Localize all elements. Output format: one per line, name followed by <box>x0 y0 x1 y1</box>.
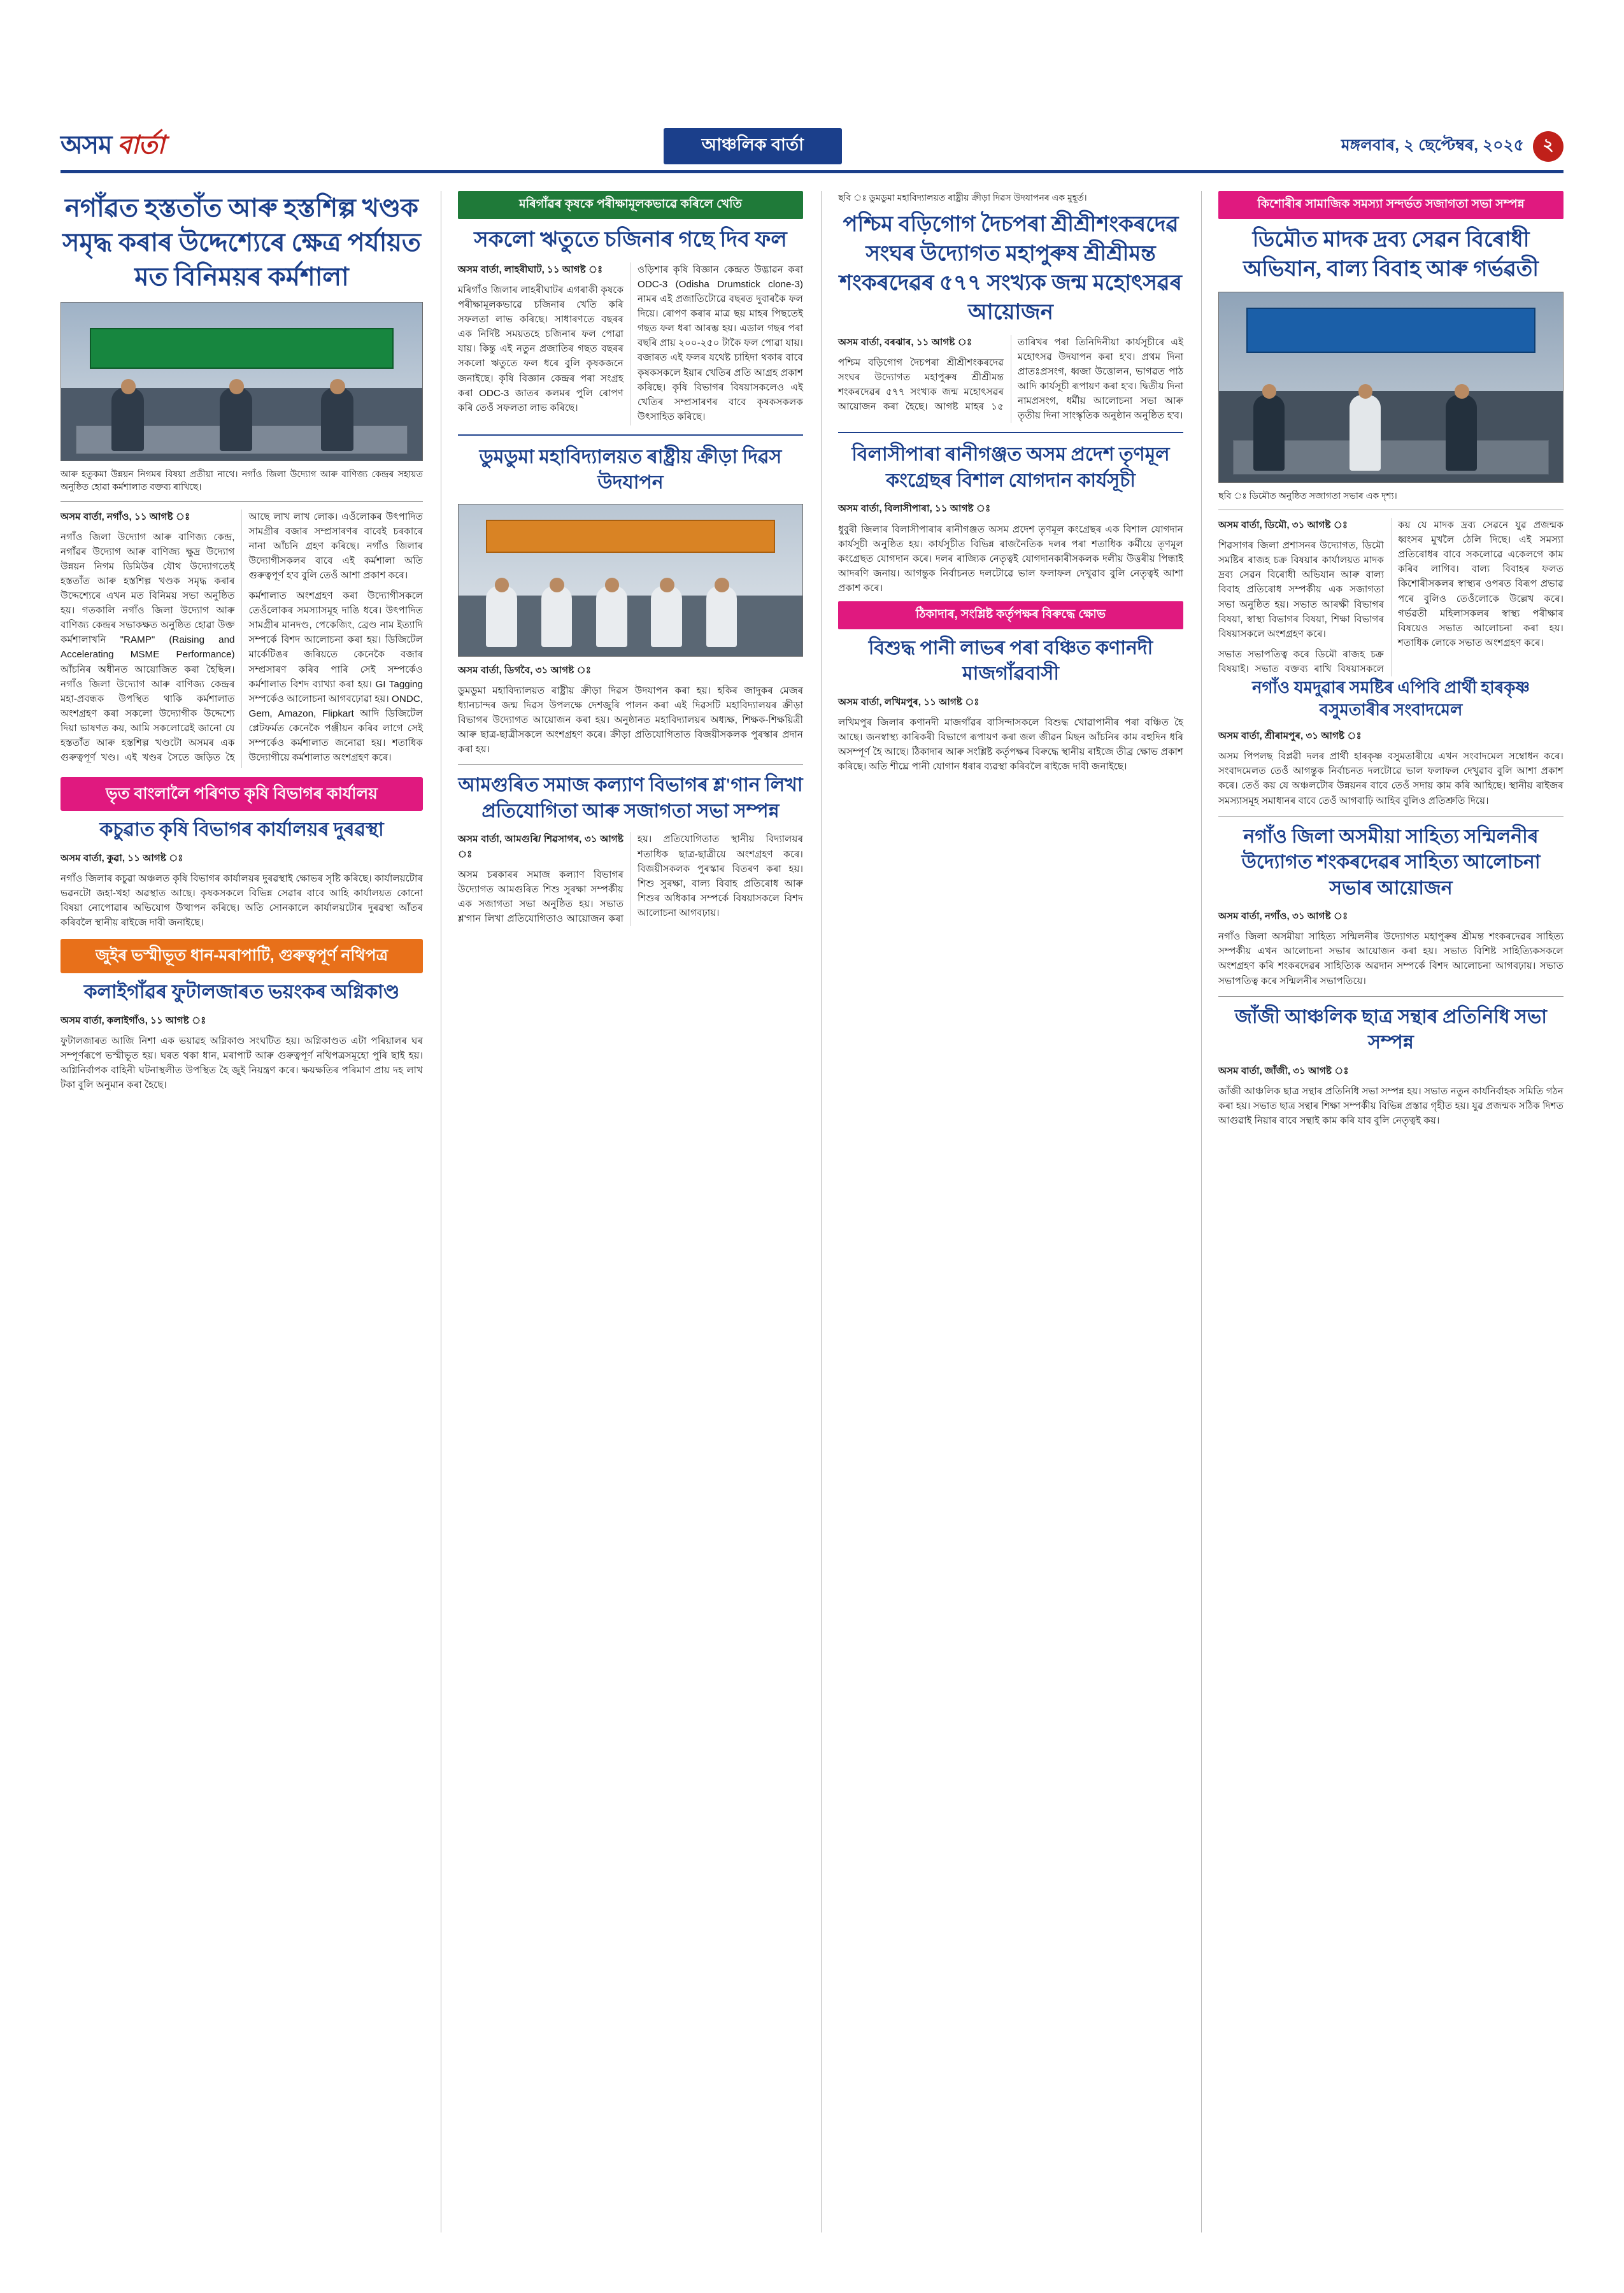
dateline: অসম বাৰ্তা, কলাইগাঁও, ১১ আগষ্ট ঃ <box>61 1015 206 1026</box>
column-3 <box>821 191 1183 2232</box>
article-paragraph: পশ্চিম বড়িগোগ দৈচপৰা শ্ৰীশ্ৰীশংকৰদেৱ সংঘৰ উদ্যোগত মহাপুৰুষ শ্ৰীশ্ৰীমন্ত শংকৰদেৱৰ ৫৭৭ সংখ্যক জন্ম মহোৎসৱৰ আয়োজন কৰা হৈছে। আগষ্ট মাহৰ ১৫ তাৰিখৰ পৰা তিনিদিনীয়া কাৰ্যসূচীৰে এই মহোৎসৱ উদযাপন কৰা হ'ব। প্ৰথম দিনা প্ৰাতঃপ্ৰসংগ, ধ্বজা উত্তোলন, ভাগৱত পাঠ আদি কাৰ্যসূচী ৰূপায়ণ কৰা হ'ব। দ্বিতীয় দিনা নামপ্ৰসংগ, ধৰ্মীয় আলোচনা সভা আৰু তৃতীয় দিনা সাংস্কৃতিক অনুষ্ঠান অনুষ্ঠিত হ'ব। <box>838 336 1183 422</box>
lead-headline: নগাঁৱত হস্ততাঁত আৰু হস্তশিল্প খণ্ডক সমৃদ্ধ কৰাৰ উদ্দেশ্যেৰে ক্ষেত্ৰ পৰ্যায়ত মত বিনিময়ৰ কৰ্মশালা <box>62 194 421 291</box>
col4-sub1-body <box>1218 729 1563 808</box>
column-1 <box>61 191 423 2232</box>
col3-sub-body <box>838 501 1183 596</box>
dateline: অসম বাৰ্তা, কুৱা, ১১ আগষ্ট ঃ <box>61 852 183 864</box>
col2-kicker: মৰিগাঁৱৰ কৃষকে পৰীক্ষামূলকভাৱে কৰিলে খেতি <box>458 191 803 219</box>
dateline: অসম বাৰ্তা, বৰঝাৰ, ১১ আগষ্ট ঃ <box>838 336 972 348</box>
masthead <box>61 127 1563 173</box>
box1-headline: কচুৱাত কৃষি বিভাগৰ কাৰ্যালয়ৰ দুৰৱস্থা <box>99 819 384 841</box>
col4-article-body <box>1218 518 1563 676</box>
article-paragraph: মৰিগাঁও জিলাৰ লাহৰীঘাটৰ এগৰাকী কৃষকে পৰীক্ষামূলকভাৱে চজিনাৰ খেতি কৰি সফলতা লাভ কৰিছে। সাধাৰণতে বছৰৰ এক নিৰ্দিষ্ট সময়তহে চজিনাৰ ফল পোৱা যায়। কিন্তু এই নতুন প্ৰজাতিৰ গছত বছৰৰ সকলো ঋতুতে ফল ধৰে বুলি কৃষকজনে জনাইছে। কৃষি বিজ্ঞান কেন্দ্ৰৰ পৰা সংগ্ৰহ কৰা ODC-3 জাতৰ কলমৰ পুলি ৰোপণ কৰি তেওঁ সফলতা লাভ কৰিছে। <box>458 284 623 413</box>
photo-caption: আৰু হতুকমা উন্নয়ন নিগমৰ বিষয়া প্ৰতীয়া নাথে। নগাঁও জিলা উদ্যোগ আৰু বাণিজ্য কেন্দ্ৰৰ সহায়ত অনুষ্ঠিত হোৱা কৰ্মশালাত বক্তব্য ৰাখিছে। <box>61 469 423 492</box>
article-paragraph: নগাঁও জিলা উদ্যোগ আৰু বাণিজ্য কেন্দ্ৰ, নগাঁৱৰ উদ্যোগ আৰু বাণিজ্য ক্ষুদ্ৰ উদ্যোগ উন্নয়ন নিগম ডিমিউৰ যৌথ উদ্যোগতেই হস্ততাঁত আৰু হস্তশিল্প খণ্ডক সমৃদ্ধ কৰাৰ উদ্দেশ্যেৰে এখন মত বিনিময় সভা অনুষ্ঠিত হয়। গতকালি নগাঁও জিলা উদ্যোগ আৰু বাণিজ্য কেন্দ্ৰৰ সভাকক্ষত অনুষ্ঠিত হোৱা উক্ত কৰ্মশালাখনি "RAMP" (Raising and Accelerating MSME Performance) আঁচনিৰ অধীনত আয়োজিত কৰা হৈছিল। নগাঁও জিলা উদ্যোগ আৰু বাণিজ্য কেন্দ্ৰৰ মহা-প্ৰবন্ধক উপস্থিত থাকি কৰ্মশালাত অংশগ্ৰহণ কৰা সকলো উদ্যোগীক উদ্দেশ্যে দিয়া ভাষণত কয়, আমি সকলোৱেই জানো যে হস্ততাঁত আৰু হস্তশিল্প খণ্ডটো অসমৰ এক গুৰুত্বপূৰ্ণ খণ্ড। এই খণ্ডৰ সৈতে জড়িত হৈ আছে লাখ লাখ লোক। এওঁলোকৰ উৎপাদিত সামগ্ৰীৰ বজাৰ সম্প্ৰসাৰণৰ বাবেই চৰকাৰে নানা আঁচনি গ্ৰহণ কৰিছে। নগাঁও জিলাৰ উদ্যোগীসকলৰ বাবে এই কৰ্মশালা অতি গুৰুত্বপূৰ্ণ হ'ব বুলি তেওঁ আশা প্ৰকাশ কৰে। <box>61 511 423 764</box>
article-photo-awareness-meeting <box>1218 292 1563 483</box>
dateline: অসম বাৰ্তা, লখিমপুৰ, ১১ আগষ্ট ঃ <box>838 696 979 708</box>
dateline: অসম বাৰ্তা, বিলাসীপাৰা, ১১ আগষ্ট ঃ <box>838 503 991 515</box>
box2-body <box>61 1013 423 1092</box>
col3-pink-body <box>838 695 1183 774</box>
col4-sub2-headline: নগাঁও জিলা অসমীয়া সাহিত্য সন্মিলনীৰ উদ্যোগত শংকৰদেৱৰ সাহিত্য আলোচনা সভাৰ আয়োজন <box>1241 825 1541 899</box>
box1-kicker: ভৃত বাংলালৈ পৰিণত কৃষি বিভাগৰ কাৰ্যালয় <box>61 777 423 811</box>
col3-pink-kicker: ঠিকাদাৰ, সংশ্লিষ্ট কৰ্তৃপক্ষৰ বিৰুদ্ধে ক্ষোভ <box>838 601 1183 629</box>
col2-sub-headline: ডুমডুমা মহাবিদ্যালয়ত ৰাষ্ট্ৰীয় ক্ৰীড়া দিৱস উদযাপন <box>479 446 782 494</box>
col3-article-body <box>838 335 1183 424</box>
col4-sub3-body <box>1218 1064 1563 1128</box>
dateline: অসম বাৰ্তা, নগাঁও, ১১ আগষ্ট ঃ <box>61 511 190 522</box>
lead-article-body <box>61 510 423 768</box>
article-paragraph: ডুমডুমা মহাবিদ্যালয়ত ৰাষ্ট্ৰীয় ক্ৰীড়া দিৱস উদযাপন কৰা হয়। হকিৰ জাদুকৰ মেজৰ ধ্যানচান্দৰ জন্ম দিৱস উপলক্ষে দেশজুৰি পালন কৰা এই দিৱসটি মহাবিদ্যালয়ৰ ক্ৰীড়া বিভাগৰ উদ্যোগত আয়োজন কৰা হয়। অনুষ্ঠানত মহাবিদ্যালয়ৰ অধ্যক্ষ, শিক্ষক-শিক্ষয়িত্ৰী আৰু ছাত্ৰ-ছাত্ৰীসকলে অংশগ্ৰহণ কৰে। ক্ৰীড়া প্ৰতিযোগিতাত বিজয়ীসকলক পুৰস্কাৰ প্ৰদান কৰা হয়। <box>458 685 803 755</box>
col2-article-body <box>458 262 803 425</box>
box2-headline: কলাইগাঁৱৰ ফুটালজাৰত ভয়ংকৰ অগ্নিকাণ্ড <box>83 982 400 1003</box>
masthead-right <box>1341 131 1563 162</box>
col3-headline: পশ্চিম বড়িগোগ দৈচপৰা শ্ৰীশ্ৰীশংকৰদেৱ সংঘৰ উদ্যোগত মহাপুৰুষ শ্ৰীশ্ৰীমন্ত শংকৰদেৱৰ ৫৭৭ সংখ্যক জন্ম মহোৎসৱৰ আয়োজন <box>839 213 1182 324</box>
article-grid <box>61 191 1563 2232</box>
article-paragraph: অসম পিপলছ বিপ্লৱী দলৰ প্ৰাৰ্থী হাৰকৃষ্ণ বসুমতাৰীয়ে এখন সংবাদমেল সম্বোধন কৰে। সংবাদমেলত তেওঁ আগন্তুক নিৰ্বাচনত দলটোৱে ভাল ফলাফল দেখুৱাব বুলি আশা প্ৰকাশ কৰে। তেওঁ কয় যে অঞ্চলটোৰ উন্নয়নৰ বাবে তেওঁ সদায় কাম কৰি আহিছে। স্থানীয় ৰাইজৰ সমস্যাসমূহ সমাধানৰ বাবে তেওঁ আগবাঢ়ি আহিব বুলিও প্ৰতিশ্ৰুতি দিয়ে। <box>1218 751 1563 806</box>
col3-photo-caption: ছবি ঃ ডুমডুমা মহাবিদ্যালয়ত ৰাষ্ট্ৰীয় ক্ৰীড়া দিৱস উদযাপনৰ এক মুহূৰ্ত। <box>838 192 1087 203</box>
dateline: অসম বাৰ্তা, শ্ৰীৰামপুৰ, ৩১ আগষ্ট ঃ <box>1218 731 1362 742</box>
dateline: অসম বাৰ্তা, আমগুৰি/ শিৱসাগৰ, ৩১ আগষ্ট ঃ <box>458 834 623 860</box>
page-number-badge: ২ <box>1533 131 1563 162</box>
publication-logo <box>61 125 164 168</box>
col4-sub3-headline: জাঁজী আঞ্চলিক ছাত্ৰ সন্থাৰ প্ৰতিনিধি সভা সম্পন্ন <box>1235 1006 1547 1054</box>
article-paragraph: কৰ্মশালাত অংশগ্ৰহণ কৰা উদ্যোগীসকলে তেওঁলোকৰ সমস্যাসমূহ দাঙি ধৰে। উৎপাদিত সামগ্ৰীৰ মানদণ্ড, পেকেজিং, ব্ৰেণ্ড নাম ইত্যাদি সম্পৰ্কে বিশদ আলোচনা কৰা হয়। ডিজিটেল মাৰ্কেটিঙৰ জৰিয়তে কেনেকৈ বজাৰ সম্প্ৰসাৰণ কৰিব পাৰি সেই সম্পৰ্কেও কৰ্মশালাত বিশদ ব্যাখ্যা কৰা হয়। GI Tagging সম্পৰ্কেও আলোচনা আগবঢ়োৱা হয়। ONDC, Gem, Amazon, Flipkart আদি ডিজিটেল প্লেটফৰ্মত কেনেকৈ পঞ্জীয়ন কৰিব লাগে সেই সম্পৰ্কেও কৰ্মশালাত জনোৱা হয়। শতাধিক উদ্যোগীয়ে কৰ্মশালাত অংশগ্ৰহণ কৰে। <box>248 590 423 764</box>
dateline: অসম বাৰ্তা, লাহৰীঘাট, ১১ আগষ্ট ঃ <box>458 264 603 275</box>
article-paragraph: লখিমপুৰ জিলাৰ কণানদী মাজগাঁৱৰ বাসিন্দাসকলে বিশুদ্ধ খোৱাপানীৰ পৰা বঞ্চিত হৈ আছে। জনস্বাস্থ্য কাৰিকৰী বিভাগে ৰূপায়ণ কৰা জল জীৱন মিছন আঁচনিৰ কাম বহুদিন ধৰি অসম্পূৰ্ণ হৈ আছে। ঠিকাদাৰ আৰু সংশ্লিষ্ট কৰ্তৃপক্ষৰ বিৰুদ্ধে স্থানীয় ৰাইজে তীব্ৰ ক্ষোভ প্ৰকাশ কৰিছে। অতি শীঘ্ৰে পানী যোগান ধৰাৰ ব্যৱস্থা কৰিবলৈ ৰাইজে দাবী জনাইছে। <box>838 717 1183 773</box>
dateline: অসম বাৰ্তা, নগাঁও, ৩১ আগষ্ট ঃ <box>1218 911 1348 922</box>
article-paragraph: শিৱসাগৰ জিলা প্ৰশাসনৰ উদ্যোগত, ডিমৌ সমষ্টিৰ ৰাজহ চক্ৰ বিষয়াৰ কাৰ্যালয়ত মাদক দ্ৰব্য সেৱন বিৰোধী অভিযান আৰু বাল্য বিবাহ প্ৰতিৰোধ সম্পৰ্কীয় এক সজাগতা সভা অনুষ্ঠিত হয়। সভাত আৰক্ষী বিভাগৰ বিষয়া, স্বাস্থ্য বিভাগৰ বিষয়া, শিক্ষা বিভাগৰ বিষয়াসকলে অংশগ্ৰহণ কৰে। <box>1218 540 1384 639</box>
col3-pink-headline: বিশুদ্ধ পানী লাভৰ পৰা বঞ্চিত কণানদী মাজগাঁৱবাসী <box>868 637 1153 685</box>
col2-headline: সকলো ঋতুতে চজিনাৰ গছে দিব ফল <box>474 228 787 252</box>
col4-kicker: কিশোৰীৰ সামাজিক সমস্যা সন্দৰ্ভত সজাগতা সভা সম্পন্ন <box>1218 191 1563 219</box>
box2-kicker: জুইৰ ভস্মীভূত ধান-মৰাপাটি, গুৰুত্বপূৰ্ণ নথিপত্ৰ <box>61 939 423 973</box>
col2-sub-body <box>458 663 803 757</box>
col4-sub2-body <box>1218 909 1563 988</box>
col2-box-body <box>458 832 803 926</box>
section-badge: আঞ্চলিক বাৰ্তা <box>664 128 842 164</box>
col3-sub-headline: বিলাসীপাৰা ৰানীগঞ্জত অসম প্ৰদেশ তৃণমূল কংগ্ৰেছৰ বিশাল যোগদান কাৰ্যসূচী <box>851 444 1170 491</box>
dateline: অসম বাৰ্তা, জাঁজী, ৩১ আগষ্ট ঃ <box>1218 1065 1349 1076</box>
col4-headline: ডিমৌত মাদক দ্ৰব্য সেৱন বিৰোধী অভিযান, বাল্য বিবাহ আৰু গৰ্ভৱতী <box>1243 228 1539 281</box>
article-paragraph: জাঁজী আঞ্চলিক ছাত্ৰ সন্থাৰ প্ৰতিনিধি সভা সম্পন্ন হয়। সভাত নতুন কাৰ্যনিৰ্বাহক সমিতি গঠন কৰা হয়। সভাত ছাত্ৰ সন্থাৰ শিক্ষা সম্পৰ্কীয় বিভিন্ন প্ৰস্তাৱ গৃহীত হয়। যুৱ প্ৰজন্মক সঠিক দিশত আগুৱাই নিয়াৰ বাবে সন্থাই কাম কৰি যাব বুলি নেতৃত্বই কয়। <box>1218 1085 1563 1126</box>
dateline: অসম বাৰ্তা, ডিগবৈ, ৩১ আগষ্ট ঃ <box>458 664 591 676</box>
issue-date: মঙ্গলবাৰ, ২ ছেপ্টেম্বৰ, ২০২৫ <box>1341 136 1524 154</box>
article-photo-workshop <box>61 302 423 461</box>
article-paragraph: নগাঁও জিলা অসমীয়া সাহিত্য সন্মিলনীৰ উদ্যোগত মহাপুৰুষ শ্ৰীমন্ত শংকৰদেৱৰ সাহিত্য সম্পৰ্কীয় এখন আলোচনা সভাৰ আয়োজন কৰা হয়। সভাত বিশিষ্ট সাহিত্যিকসকলে অংশগ্ৰহণ কৰি শংকৰদেৱৰ সাহিত্যিক অৱদান সম্পৰ্কে বিশদ আলোচনা আগবঢ়ায়। সভাত সভাপতিত্ব কৰে সন্মিলনীৰ সভাপতিয়ে। <box>1218 931 1563 987</box>
article-paragraph: নগাঁও জিলাৰ কচুৱা অঞ্চলত কৃষি বিভাগৰ কাৰ্যালয়ৰ দুৰৱস্থাই ক্ষোভৰ সৃষ্টি কৰিছে। কাৰ্যালয়টোৰ ভৱনটো জহা-খহা অৱস্থাত আছে। কৃষকসকলে বিভিন্ন সেৱাৰ বাবে আহি কাৰ্যালয়ত কোনো বিষয়া নোপোৱাৰ অভিযোগ উত্থাপন কৰিছে। অতি সোনকালে কাৰ্যালয়টোৰ দুৰৱস্থা আঁতৰ কৰিবলৈ স্থানীয় ৰাইজে দাবী জনাইছে। <box>61 873 423 929</box>
article-paragraph: অসম চৰকাৰৰ সমাজ কল্যাণ বিভাগৰ উদ্যোগত আমগুৰিত শিশু সুৰক্ষা সম্পৰ্কীয় এক সজাগতা সভা অনুষ্ঠিত হয়। সভাত শ্ল'গান লিখা প্ৰতিযোগিতাও আয়োজন কৰা হয়। প্ৰতিযোগিতাত স্থানীয় বিদ্যালয়ৰ শতাধিক ছাত্ৰ-ছাত্ৰীয়ে অংশগ্ৰহণ কৰে। বিজয়ীসকলক পুৰস্কাৰ বিতৰণ কৰা হয়। শিশু সুৰক্ষা, বাল্য বিবাহ প্ৰতিৰোধ আৰু শিশুৰ অধিকাৰ সম্পৰ্কে বিষয়াসকলে বিশদ আলোচনা আগবঢ়ায়। <box>458 834 803 924</box>
box1-body <box>61 851 423 930</box>
column-4 <box>1201 191 1563 2232</box>
col4-photo-caption: ছবি ঃ ডিমৌত অনুষ্ঠিত সজাগতা সভাৰ এক দৃশ্য। <box>1218 490 1397 501</box>
article-paragraph: ওড়িশাৰ কৃষি বিজ্ঞান কেন্দ্ৰত উদ্ভাৱন কৰা ODC-3 (Odisha Drumstick clone-3) নামৰ এই প্ৰজাতিটোৱে বছৰত দুবাৰকৈ ফল দিয়ে। ৰোপণ কৰাৰ মাত্ৰ ছয় মাহৰ পিছতেই গছত ফল ধৰা আৰম্ভ হয়। এডাল গছৰ পৰা বছৰি প্ৰায় ২০০-২৫০ টাকৈ ফল পোৱা যায়। বজাৰত এই ফলৰ যথেষ্ট চাহিদা থকাৰ বাবে কৃষকসকলে ইয়াৰ খেতিৰ প্ৰতি আগ্ৰহ প্ৰকাশ কৰিছে। কৃষি বিভাগৰ বিষয়াসকলেও এই খেতিৰ সম্প্ৰসাৰণৰ বাবে কৃষকসকলক উৎসাহিত কৰিছে। <box>637 264 803 422</box>
article-photo-sports-day <box>458 504 803 657</box>
dateline: অসম বাৰ্তা, ডিমৌ, ৩১ আগষ্ট ঃ <box>1218 520 1348 531</box>
column-2 <box>441 191 803 2232</box>
article-paragraph: ধুবুৰী জিলাৰ বিলাসীপাৰাৰ ৰানীগঞ্জত অসম প্ৰদেশ তৃণমূল কংগ্ৰেছৰ এক বিশাল যোগদান কাৰ্যসূচী অনুষ্ঠিত হয়। কাৰ্যসূচীত বিভিন্ন ৰাজনৈতিক দলৰ পৰা শতাধিক কৰ্মীয়ে তৃণমূল কংগ্ৰেছত যোগদান কৰে। দলৰ ৰাজ্যিক নেতৃত্বই যোগদানকাৰীসকলক দলীয় উত্তৰীয় পিন্ধাই আদৰণি জনায়। আগন্তুক নিৰ্বাচনত দলটোৱে ভাল ফলাফল দেখুৱাব বুলি নেতৃত্বই আশা প্ৰকাশ কৰে। <box>838 524 1183 594</box>
article-paragraph: সভাত সভাপতিত্ব কৰে ডিমৌ ৰাজহ চক্ৰ বিষয়াই। সভাত বক্তব্য ৰাখি বিষয়াসকলে কয় যে মাদক দ্ৰব্য সেৱনে যুৱ প্ৰজন্মক ধ্বংসৰ মুখলৈ ঠেলি দিছে। এই সমস্যা প্ৰতিৰোধৰ বাবে সকলোৱে একেলগে কাম কৰিব লাগিব। বাল্য বিবাহৰ ফলত কিশোৰীসকলৰ স্বাস্থ্যৰ ওপৰত বিৰূপ প্ৰভাৱ পৰে বুলিও তেওঁলোকে উল্লেখ কৰে। গৰ্ভৱতী মহিলাসকলৰ স্বাস্থ্য পৰীক্ষাৰ বিষয়েও সভাত আলোচনা কৰা হয়। শতাধিক লোকে সভাত অংশগ্ৰহণ কৰে। <box>1218 520 1563 675</box>
logo-main-text: অসম <box>61 131 112 159</box>
col2-box-headline: আমগুৰিত সমাজ কল্যাণ বিভাগৰ শ্ল'গান লিখা প্ৰতিযোগিতা আৰু সজাগতা সভা সম্পন্ন <box>458 775 803 822</box>
article-paragraph: ফুটালজাৰত আজি নিশা এক ভয়াৱহ অগ্নিকাণ্ড সংঘটিত হয়। অগ্নিকাণ্ডত এটা পৰিয়ালৰ ঘৰ সম্পূৰ্ণৰূপে ভস্মীভূত হয়। ঘৰত থকা ধান, মৰাপাট আৰু গুৰুত্বপূৰ্ণ নথিপত্ৰসমূহো পুৰি ছাই হয়। অগ্নিনিৰ্বাপক বাহিনী ঘটনাস্থলীত উপস্থিত হৈ জুই নিয়ন্ত্ৰণ কৰে। ক্ষয়ক্ষতিৰ পৰিমাণ প্ৰায় দহ লাখ টকা বুলি অনুমান কৰা হৈছে। <box>61 1035 423 1091</box>
logo-accent-text: বাৰ্তা <box>117 131 164 159</box>
col4-sub1-headline: নগাঁও যমদুৱাৰ সমষ্টিৰ এপিবি প্ৰাৰ্থী হাৰকৃষ্ণ বসুমতাৰীৰ সংবাদমেল <box>1251 678 1530 720</box>
